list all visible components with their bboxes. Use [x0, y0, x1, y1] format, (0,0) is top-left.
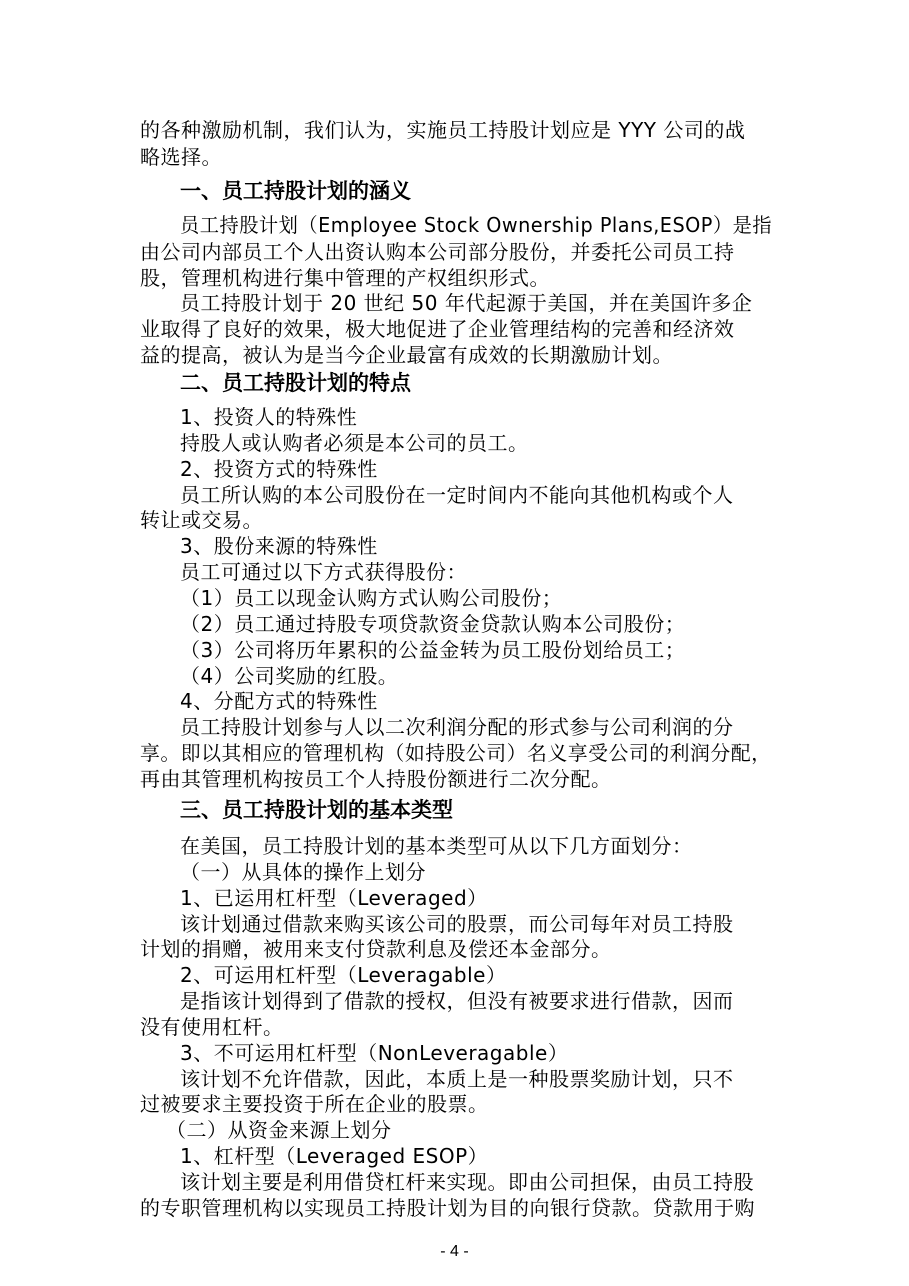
section-heading-3: 三、员工持股计划的基本类型: [180, 798, 453, 822]
list-item-heading: 2、可运用杠杆型（Leveragable）: [180, 963, 507, 987]
body-text-line: 该计划通过借款来购买该公司的股票，而公司每年对员工持股: [180, 912, 734, 936]
body-text-line: 持股人或认购者必须是本公司的员工。: [180, 431, 529, 455]
subsection-heading: （二）从资金来源上划分: [166, 1118, 392, 1142]
list-item-heading: 1、已运用杠杆型（Leveraged）: [180, 886, 488, 910]
list-item-heading: 1、投资人的特殊性: [180, 405, 358, 429]
body-text-line: 该计划不允许借款，因此，本质上是一种股票奖励计划，只不: [180, 1067, 734, 1091]
subsection-heading: （一）从具体的操作上划分: [180, 860, 426, 884]
list-item: （2）员工通过持股专项贷款资金贷款认购本公司股份；: [180, 612, 686, 636]
body-text-line: 在美国，员工持股计划的基本类型可从以下几方面划分：: [180, 834, 693, 858]
body-text-line: 员工持股计划参与人以二次利润分配的形式参与公司利润的分: [180, 715, 734, 739]
body-text-line: 由公司内部员工个人出资认购本公司部分股份，并委托公司员工持: [140, 240, 735, 264]
list-item-heading: 4、分配方式的特殊性: [180, 689, 378, 713]
section-heading-1: 一、员工持股计划的涵义: [180, 179, 411, 203]
list-item: （1）员工以现金认购方式认购公司股份；: [180, 586, 563, 610]
body-text-line: 员工可通过以下方式获得股份：: [180, 560, 467, 584]
body-text-line: 再由其管理机构按员工个人持股份额进行二次分配。: [140, 767, 612, 791]
page-number: - 4 -: [440, 1243, 469, 1260]
body-text-line: 员工所认购的本公司股份在一定时间内不能向其他机构或个人: [180, 483, 734, 507]
body-text-line: 益的提高，被认为是当今企业最富有成效的长期激励计划。: [140, 343, 673, 367]
section-heading-2: 二、员工持股计划的特点: [180, 371, 411, 395]
body-text-line: 业取得了良好的效果，极大地促进了企业管理结构的完善和经济效: [140, 317, 735, 341]
body-text-line: 过被要求主要投资于所在企业的股票。: [140, 1092, 489, 1116]
body-text-line: 没有使用杠杆。: [140, 1015, 284, 1039]
body-text-line: 享。即以其相应的管理机构（如持股公司）名义享受公司的利润分配，: [140, 741, 772, 765]
list-item: （3）公司将历年累积的公益金转为员工股份划给员工；: [180, 638, 686, 662]
body-text-line: 员工持股计划于 20 世纪 50 年代起源于美国，并在美国许多企: [180, 291, 753, 315]
body-text-line: 转让或交易。: [140, 508, 263, 532]
list-item-heading: 1、杠杆型（Leveraged ESOP）: [180, 1144, 489, 1168]
list-item-heading: 3、股份来源的特殊性: [180, 534, 378, 558]
body-text-line: 的专职管理机构以实现员工持股计划为目的向银行贷款。贷款用于购: [140, 1196, 755, 1220]
body-text-line: 略选择。: [140, 145, 222, 169]
list-item: （4）公司奖励的红股。: [180, 664, 399, 688]
body-text-line: 股，管理机构进行集中管理的产权组织形式。: [140, 266, 550, 290]
body-text-line: 是指该计划得到了借款的授权，但没有被要求进行借款，因而: [180, 989, 734, 1013]
body-text-line: 计划的捐赠，被用来支付贷款利息及偿还本金部分。: [140, 937, 612, 961]
body-text-line: 的各种激励机制，我们认为，实施员工持股计划应是 YYY 公司的战: [140, 118, 746, 142]
body-text-line: 该计划主要是利用借贷杠杆来实现。即由公司担保，由员工持股: [180, 1170, 754, 1194]
body-text-line: 员工持股计划（Employee Stock Ownership Plans,ESOP）是指: [180, 213, 773, 237]
list-item-heading: 2、投资方式的特殊性: [180, 457, 378, 481]
list-item-heading: 3、不可运用杠杆型（NonLeveragable）: [180, 1041, 569, 1065]
